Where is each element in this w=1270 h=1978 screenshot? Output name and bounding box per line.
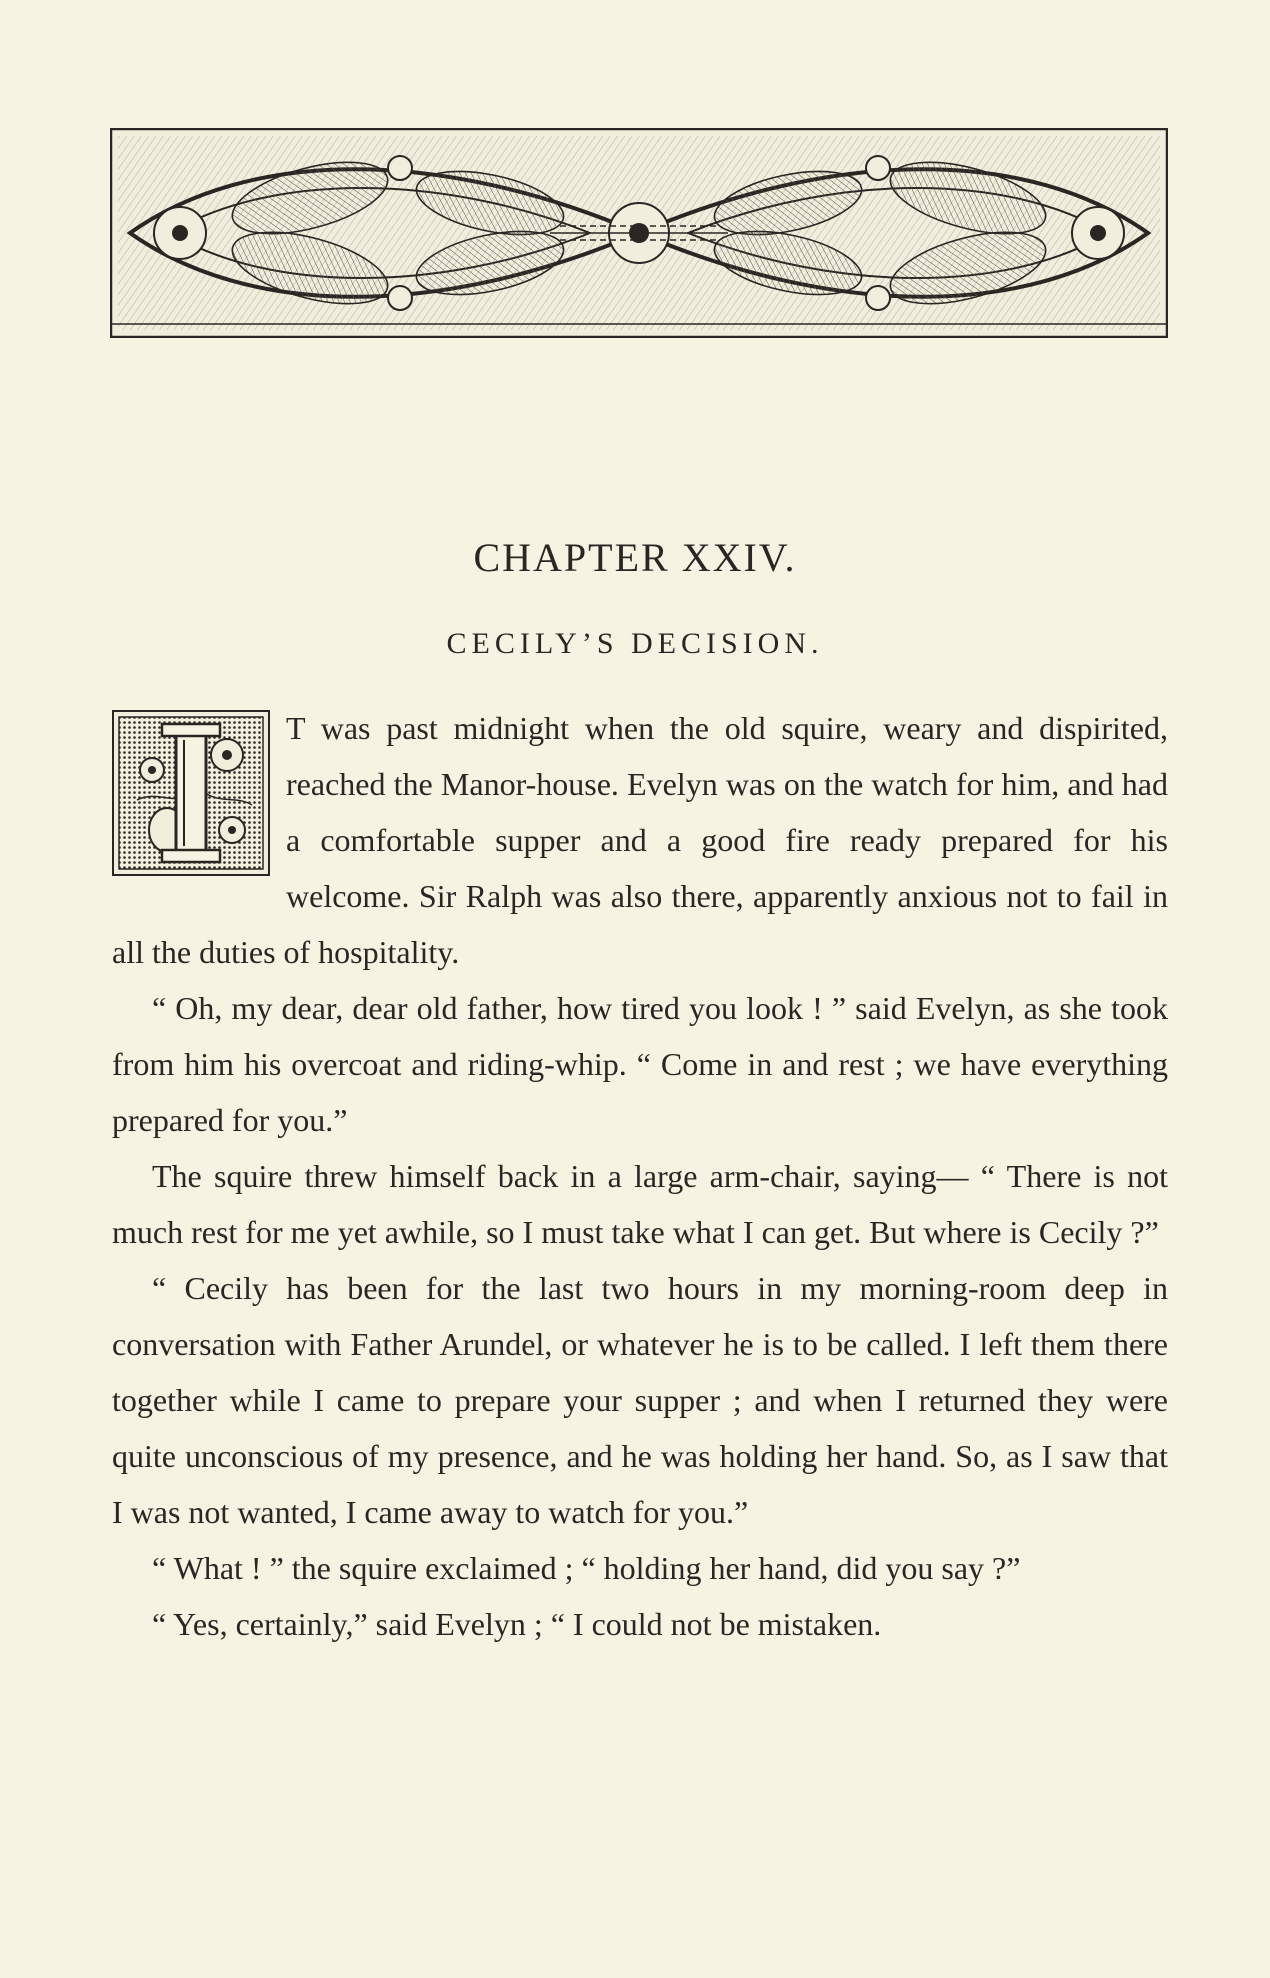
- chapter-subtitle: CECILY’S DECISION.: [446, 627, 824, 660]
- chapter-title: CHAPTER XXIV.: [473, 535, 797, 580]
- paragraph-1-text: T was past midnight when the old squire, weary and dispirited, reached the Manor-house. Evelyn was on the watch for him, and had a comfortable supper and a good fire ready prepared for his welcome. Sir Ralph was also there, apparently anxious not to fail in all the duties of hospitality.: [112, 710, 1168, 970]
- chapter-body: [112, 700, 1168, 1652]
- paragraph-2: “ Oh, my dear, dear old father, how tired you look ! ” said Evelyn, as she took from him his overcoat and riding-whip. “ Come in and rest ; we have everything prepared for you.”: [112, 990, 1168, 1138]
- paragraph-5: “ What ! ” the squire exclaimed ; “ holding her hand, did you say ?”: [152, 1550, 1021, 1586]
- paragraph-6: “ Yes, certainly,” said Evelyn ; “ I could not be mistaken.: [152, 1606, 882, 1642]
- paragraph-1: [112, 700, 1168, 980]
- floral-headpiece-ornament: [110, 128, 1168, 338]
- paragraph-4: “ Cecily has been for the last two hours in my morning-room deep in conversation with Father Arundel, or whatever he is to be called. I left them there together while I came to prepare your supper ; and when I returned they were quite unconscious of my presence, and he was holding her hand. So, as I saw that I was not wanted, I came away to watch for you.”: [112, 1270, 1168, 1530]
- paragraph-3: The squire threw himself back in a large arm-chair, saying— “ There is not much rest for me yet awhile, so I must take what I can get. But where is Cecily ?”: [112, 1158, 1168, 1250]
- dropcap-ornament: [112, 710, 270, 876]
